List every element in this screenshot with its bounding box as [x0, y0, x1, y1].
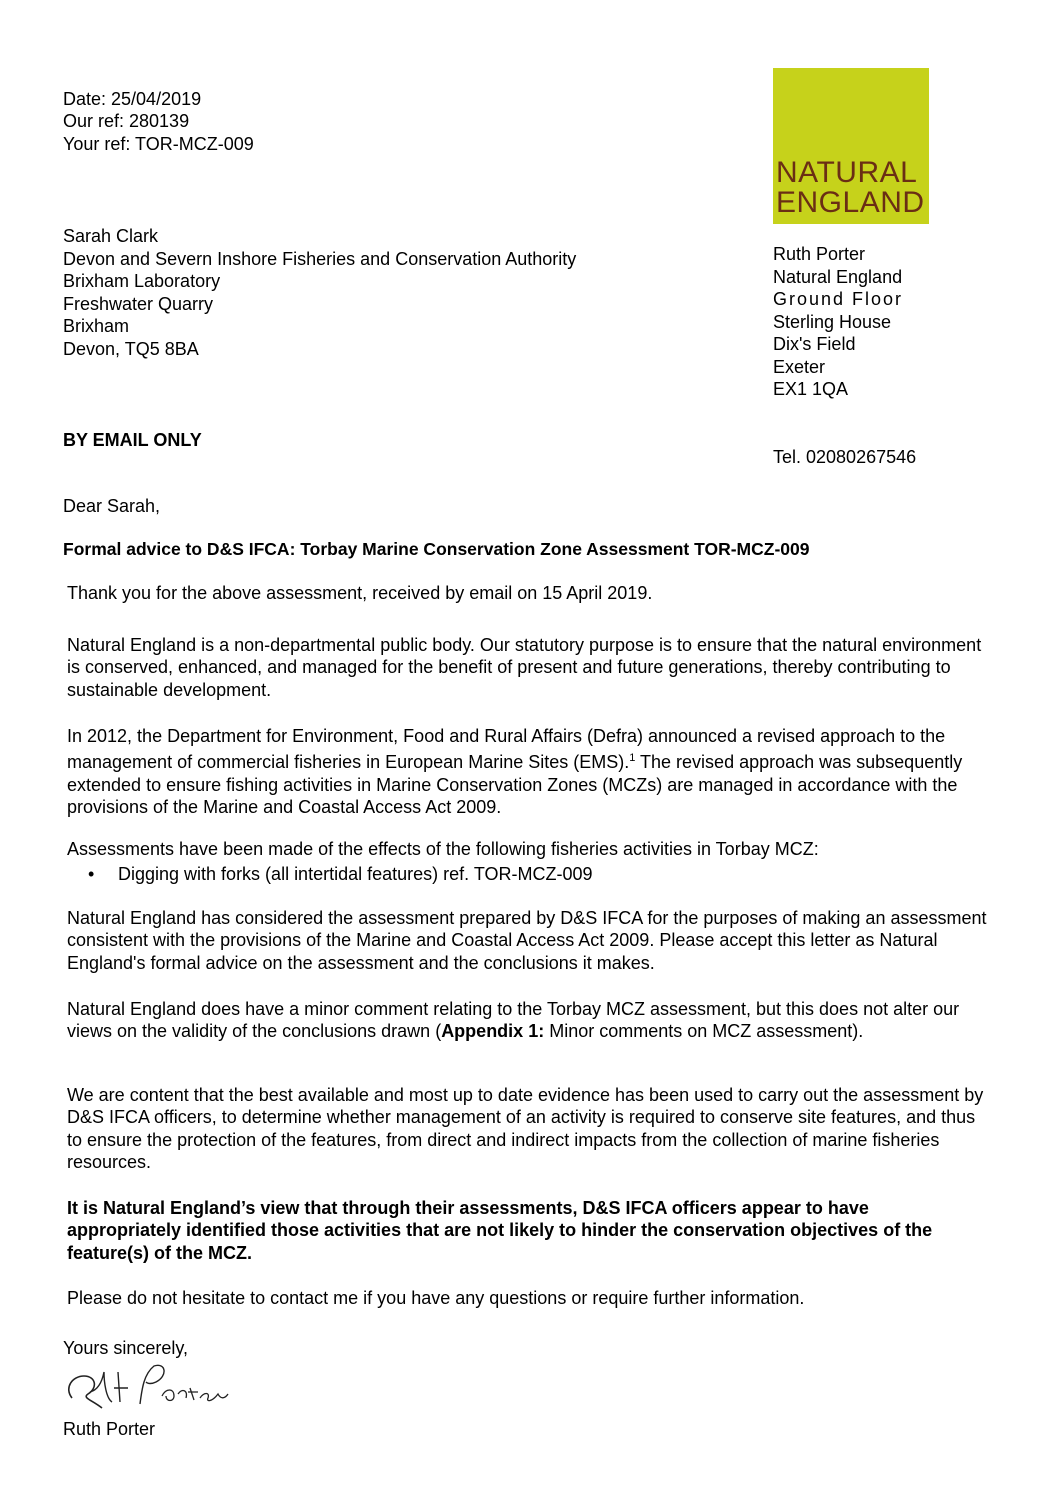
signatory-name: Ruth Porter [63, 1419, 156, 1439]
sender-line: EX1 1QA [773, 379, 849, 399]
sender-line: Dix's Field [773, 334, 856, 354]
recipient-line: Devon and Severn Inshore Fisheries and Conservation Authority [63, 248, 577, 269]
sender-address [773, 243, 903, 401]
recipient-line: Brixham Laboratory [63, 271, 221, 291]
sender-line: Natural England [773, 266, 903, 287]
body-paragraph-8-conclusion: It is Natural England’s view that through their assessments, D&S IFCA officers appear to have appropriately identified those activities that are not likely to hinder the conservation objectives of the feature(s) of the MCZ. [67, 1198, 933, 1263]
our-ref: Our ref: 280139 [63, 111, 190, 131]
paragraph-6-text-a: Natural England does have a minor comment relating to the Torbay MCZ assessment, but this does not alter our views on the validity of the conclusions drawn ( [67, 999, 960, 1042]
by-email-only: BY EMAIL ONLY [63, 430, 202, 450]
closing: Yours sincerely, [63, 1338, 189, 1358]
recipient-line: Freshwater Quarry [63, 293, 214, 314]
body-paragraph-9: Please do not hesitate to contact me if you have any questions or require further information. [67, 1288, 805, 1308]
bullet-item [88, 863, 593, 886]
bullet-text: Digging with forks (all intertidal features) ref. TOR-MCZ-009 [118, 864, 593, 884]
appendix-reference: Appendix 1: [441, 1021, 545, 1042]
body-paragraph-3 [67, 725, 987, 818]
paragraph-6-text-b: Minor comments on MCZ assessment). [544, 1021, 864, 1042]
your-ref: Your ref: TOR-MCZ-009 [63, 134, 254, 154]
body-paragraph-6 [67, 998, 987, 1043]
salutation: Dear Sarah, [63, 496, 161, 516]
recipient-line: Sarah Clark [63, 226, 159, 246]
logo-word-natural: NATURAL [776, 156, 918, 189]
sender-line: Ground Floor [773, 289, 904, 309]
natural-england-logo [773, 68, 929, 224]
recipient-line: Brixham [63, 316, 130, 336]
footnote-marker: 1 [629, 752, 636, 765]
body-paragraph-5: Natural England has considered the assessment prepared by D&S IFCA for the purposes of making an assessment consistent with the provisions of the Marine and Coastal Access Act 2009. Please accept this letter as Natural England's formal advice on the assessment and the conclusions it makes. [67, 908, 987, 973]
logo-word-england: ENGLAND [776, 186, 925, 219]
sender-line: Sterling House [773, 311, 892, 332]
body-paragraph-7: We are content that the best available and most up to date evidence has been used to carry out the assessment by D&S IFCA officers, to determine whether management of an activity is required to conserve site features, and thus to ensure the protection of the features, from direct and indirect impacts from the collection of marine fisheries resources. [67, 1085, 984, 1172]
sender-line: Ruth Porter [773, 244, 866, 264]
body-paragraph-1: Thank you for the above assessment, received by email on 15 April 2019. [67, 583, 653, 603]
bullet-dot-icon: • [88, 864, 95, 884]
recipient-line: Devon, TQ5 8BA [63, 338, 199, 359]
telephone: Tel. 02080267546 [773, 447, 917, 467]
paragraph-3-text-a: In 2012, the Department for Environment, Food and Rural Affairs (Defra) announced a revised approach to the management of commercial fisheries in European Marine Sites (EMS). [67, 726, 946, 773]
body-paragraph-2: Natural England is a non-departmental public body. Our statutory purpose is to ensure that the natural environment is conserved, enhanced, and managed for the benefit of present and future generations, thereby contributing to sustainable development. [67, 635, 982, 700]
letter-date: Date: 25/04/2019 [63, 89, 202, 109]
paragraph-3-text-b: The revised approach was subsequently extended to ensure fishing activities in Marine Conservation Zones (MCZs) are managed in accordance with the provisions of the Marine and Coastal Access Act 2009. [67, 752, 963, 817]
subject-line: Formal advice to D&S IFCA: Torbay Marine Conservation Zone Assessment TOR-MCZ-009 [63, 539, 810, 559]
recipient-address [63, 225, 576, 360]
handwritten-signature [62, 1358, 232, 1423]
body-paragraph-4: Assessments have been made of the effects of the following fisheries activities in Torbay MCZ: [67, 839, 819, 859]
sender-line: Exeter [773, 356, 826, 377]
